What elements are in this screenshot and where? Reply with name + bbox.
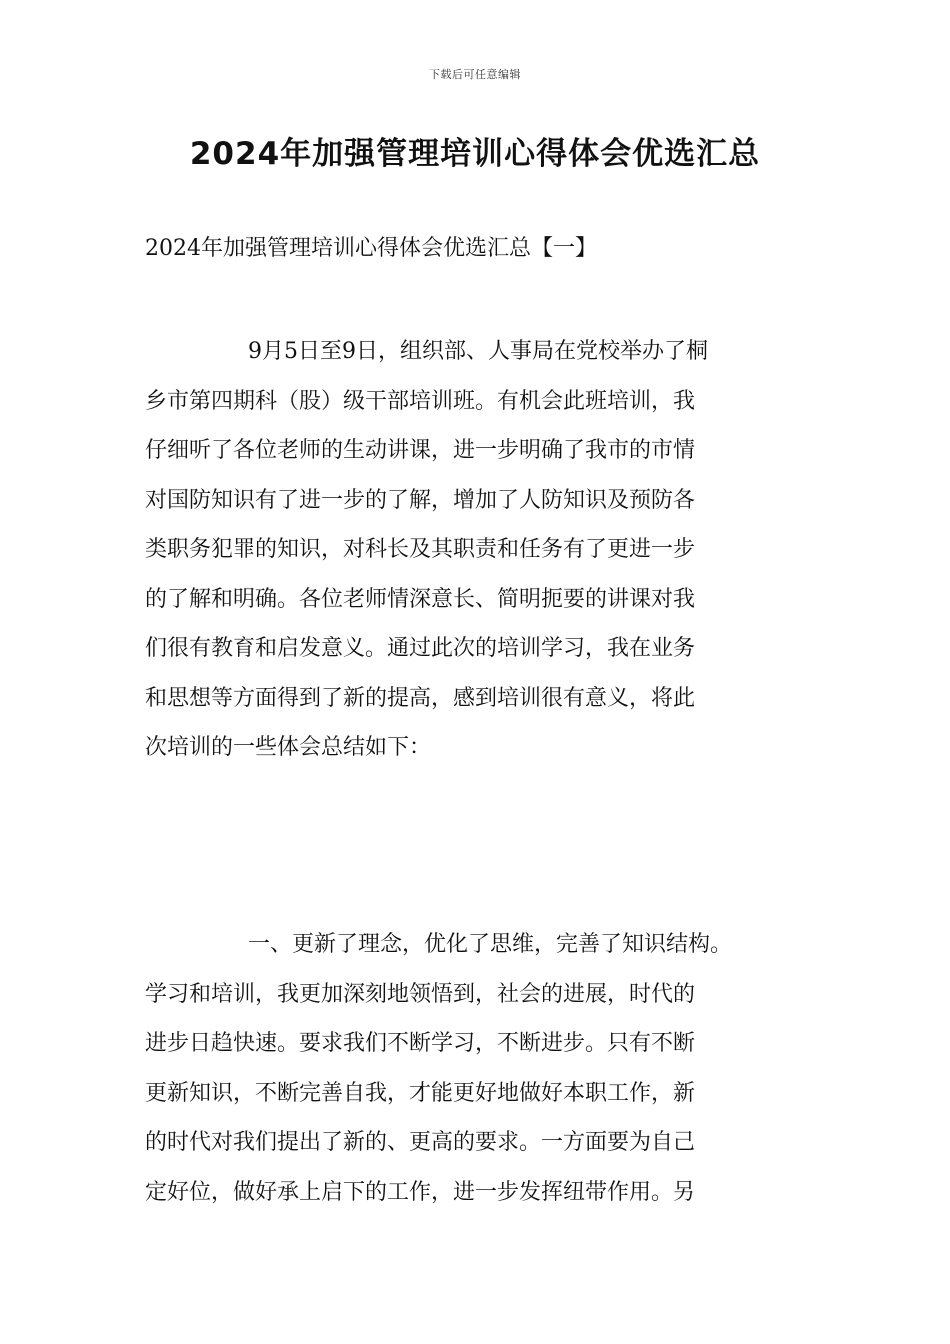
paragraph-line: 的时代对我们提出了新的、更高的要求。一方面要为自己 xyxy=(145,1130,696,1155)
paragraph-line: 一、更新了理念，优化了思维，完善了知识结构。 xyxy=(248,932,733,957)
paragraph-line: 乡市第四期科（股）级干部培训班。有机会此班培训，我 xyxy=(145,388,696,414)
section-title: 2024年加强管理培训心得体会优选汇总【一】 xyxy=(145,236,597,261)
paragraph-line: 对国防知识有了进一步的了解，增加了人防知识及预防各 xyxy=(145,487,696,513)
paragraph-line: 们很有教育和启发意义。通过此次的培训学习，我在业务 xyxy=(145,636,696,661)
paragraph-line: 和思想等方面得到了新的提高，感到培训很有意义，将此 xyxy=(145,685,696,711)
paragraph-line: 仔细听了各位老师的生动讲课，进一步明确了我市的市情 xyxy=(145,438,696,463)
paragraph-line: 的了解和明确。各位老师情深意长、简明扼要的讲课对我 xyxy=(145,586,696,612)
paragraph-2 xyxy=(145,920,825,1217)
paragraph-line: 更新知识，不断完善自我，才能更好地做好本职工作，新 xyxy=(145,1080,696,1106)
document-title: 2024年加强管理培训心得体会优选汇总 xyxy=(189,136,761,172)
paragraph-1 xyxy=(145,327,825,773)
paragraph-line: 进步日趋快速。要求我们不断学习，不断进步。只有不断 xyxy=(145,1031,696,1056)
paragraph-line: 学习和培训，我更加深刻地领悟到，社会的进展，时代的 xyxy=(145,981,696,1007)
paragraph-line: 次培训的一些体会总结如下： xyxy=(145,735,432,760)
paragraph-line: 9月5日至9日，组织部、人事局在党校举办了桐 xyxy=(248,339,708,364)
paragraph-line: 类职务犯罪的知识，对科长及其职责和任务有了更进一步 xyxy=(145,537,696,562)
header-note: 下载后可任意编辑 xyxy=(429,68,521,81)
paragraph-line: 定好位，做好承上启下的工作，进一步发挥纽带作用。另 xyxy=(145,1179,696,1205)
